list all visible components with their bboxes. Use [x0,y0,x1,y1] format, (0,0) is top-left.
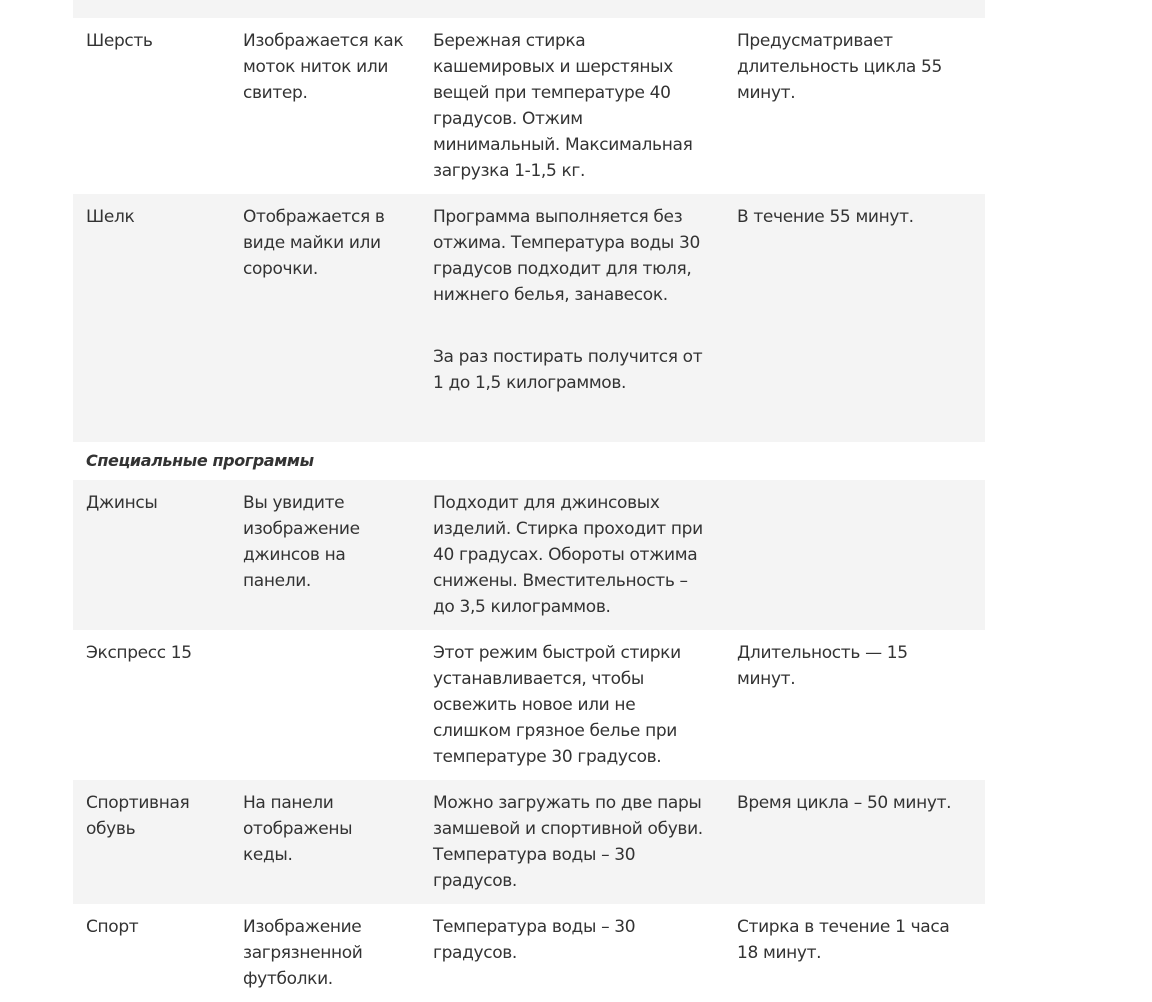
program-icon-description: Изображается как моток ниток или свитер. [243,31,404,103]
description-paragraph: Бережная стирка кашемировых и шерстяных вещей при температуре 40 градусов. Отжим минимальный. Максимальная загрузка 1-1,5 кг. [433,31,693,181]
program-duration: Предусматривает длительность цикла 55 минут. [737,31,942,103]
program-icon-description: Вы увидите изображение джинсов на панели. [230,480,420,630]
section-title: Специальные программы [86,451,314,470]
program-icon-description: На панели отображены кеды. [230,780,420,904]
program-description [420,904,724,1002]
table-row [73,480,985,630]
program-icon-description: Изображение загрязненной футболки. [243,917,363,989]
program-description [420,630,724,780]
table-row [73,18,985,194]
program-name: Экспресс 15 [86,643,192,663]
program-icon-description: Отображается в виде майки или сорочки. [230,194,420,442]
program-duration: В течение 55 минут. [724,194,985,442]
program-name: Шерсть [86,31,153,51]
description-paragraph: Можно загружать по две пары замшевой и спортивной обуви. Температура воды – 30 градусов. [433,793,703,891]
program-name: Шелк [73,194,230,442]
programs-table-container [73,0,985,1002]
program-icon-description [230,630,420,780]
description-paragraph: За раз постирать получится от 1 до 1,5 килограммов. [433,347,703,393]
table-row [73,194,985,442]
table-row [73,630,985,780]
program-description [420,194,724,442]
description-paragraph: Программа выполняется без отжима. Температура воды 30 градусов подходит для тюля, нижнего белья, занавесок. [433,207,700,305]
program-name: Спорт [86,917,139,937]
program-description [420,18,724,194]
program-duration [724,480,985,630]
description-paragraph: Этот режим быстрой стирки устанавливается, чтобы освежить новое или не слишком грязное белье при температуре 30 градусов. [433,643,681,767]
description-paragraph: Подходит для джинсовых изделий. Стирка проходит при 40 градусах. Обороты отжима снижены. Вместительность – до 3,5 килограммов. [433,493,703,617]
program-duration: Длительность — 15 минут. [737,643,908,689]
section-header-row [73,442,985,480]
description-paragraph: Температура воды – 30 градусов. [433,917,636,963]
program-duration: Время цикла – 50 минут. [724,780,985,904]
table-row-previous [73,0,985,18]
program-name: Спортивная обувь [73,780,230,904]
table-row [73,904,985,1002]
table-row [73,780,985,904]
program-name: Джинсы [73,480,230,630]
program-description [420,480,724,630]
washing-programs-table [73,0,985,1002]
program-duration: Стирка в течение 1 часа 18 минут. [737,917,950,963]
program-description [420,780,724,904]
